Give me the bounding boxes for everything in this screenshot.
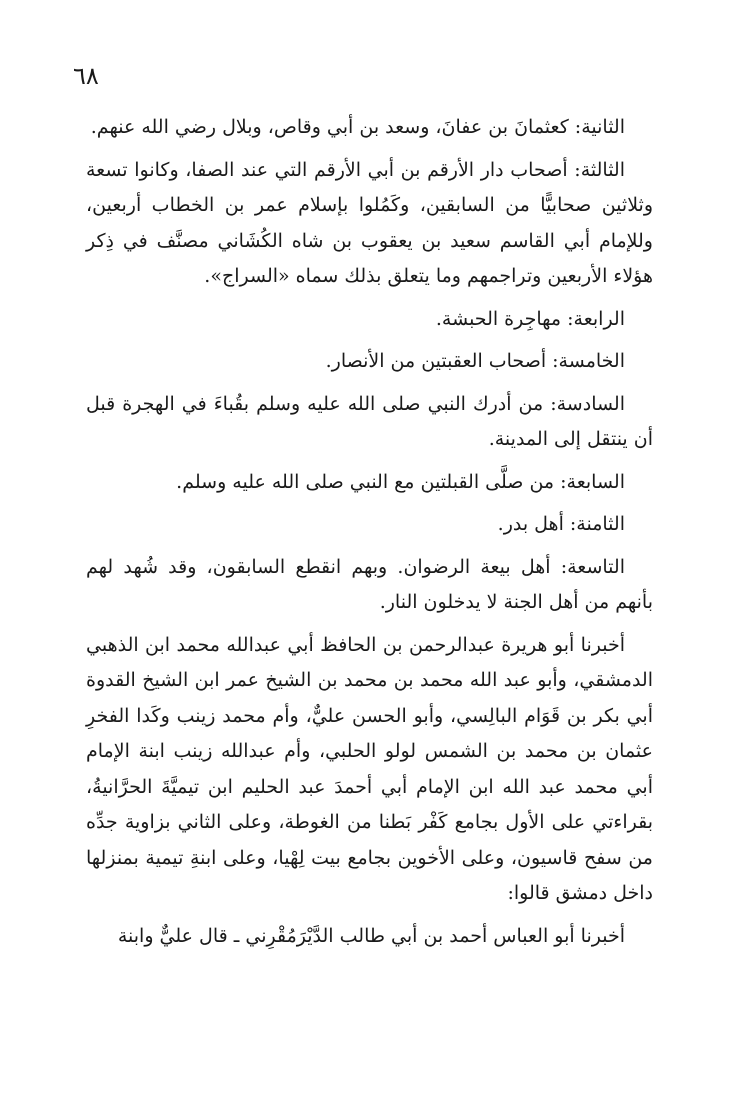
- paragraph-sixth-class: السادسة: من أدرك النبي صلى الله عليه وسلم بقُباءَ في الهجرة قبل أن ينتقل إلى المدينة.: [86, 392, 653, 450]
- paragraph-fifth-class: الخامسة: أصحاب العقبتين من الأنصار.: [325, 350, 625, 372]
- paragraph-seventh-class: السابعة: من صلَّى القبلتين مع النبي صلى الله عليه وسلم.: [176, 470, 625, 493]
- page-body: [86, 110, 653, 961]
- paragraph-isnad-continued: أخبرنا أبو العباس أحمد بن أبي طالب الدَّيْرَمُقْرِني ـ قال عليٌّ وابنة: [117, 924, 625, 947]
- paragraph-isnad-chain: أخبرنا أبو هريرة عبدالرحمن بن الحافظ أبي عبدالله محمد ابن الذهبي الدمشقي، وأبو عبد الله محمد بن محمد بن الشيخ عمر ابن الشيخ القدوة أبي بكر بن قَوَام البالِسي، وأبو الحسن عليٌّ، وأم محمد زينب وكَدا الفخرِ عثمان بن محمد بن الشمس لولو الحلبي، وأم عبدالله زينب ابنة الإمام أبي محمد عبد الله ابن الإمام أبي أحمدَ عبد الحليم ابن تيميَّةَ الحرَّانيةُ، بقراءتي على الأول بجامع كَفْر بَطنا من الغوطة، وعلى الثاني بزاوية جدِّه من سفح قاسيون، وعلى الأخوين بجامع بيت لِهْيا، وعلى ابنةِ تيمية بمنزلها داخل دمشق قالوا:: [86, 633, 653, 904]
- paragraph-third-class: الثالثة: أصحاب دار الأرقم بن أبي الأرقم التي عند الصفا، وكانوا تسعة وثلاثين صحابيًّا من السابقين، وكَمُلوا بإسلام عمر بن الخطاب أربعين، وللإمام أبي القاسم سعيد بن يعقوب بن شاه الكُشَاني مصنَّف في ذِكر هؤلاء الأربعين وتراجمهم وما يتعلق بذلك سماه «السراج».: [86, 158, 653, 287]
- paragraph-fourth-class: الرابعة: مهاجِرة الحبشة.: [435, 307, 625, 330]
- paragraph-ninth-class: التاسعة: أهل بيعة الرضوان. وبهم انقطع السابقون، وقد شُهد لهم بأنهم من أهل الجنة لا يدخلون النار.: [86, 555, 653, 613]
- paragraph-second-class: الثانية: كعثمانَ بن عفانَ، وسعد بن أبي وقاص، وبلال رضي الله عنهم.: [90, 116, 625, 138]
- page-number: ٦٨: [73, 62, 99, 90]
- paragraph-eighth-class: الثامنة: أهل بدر.: [497, 513, 625, 535]
